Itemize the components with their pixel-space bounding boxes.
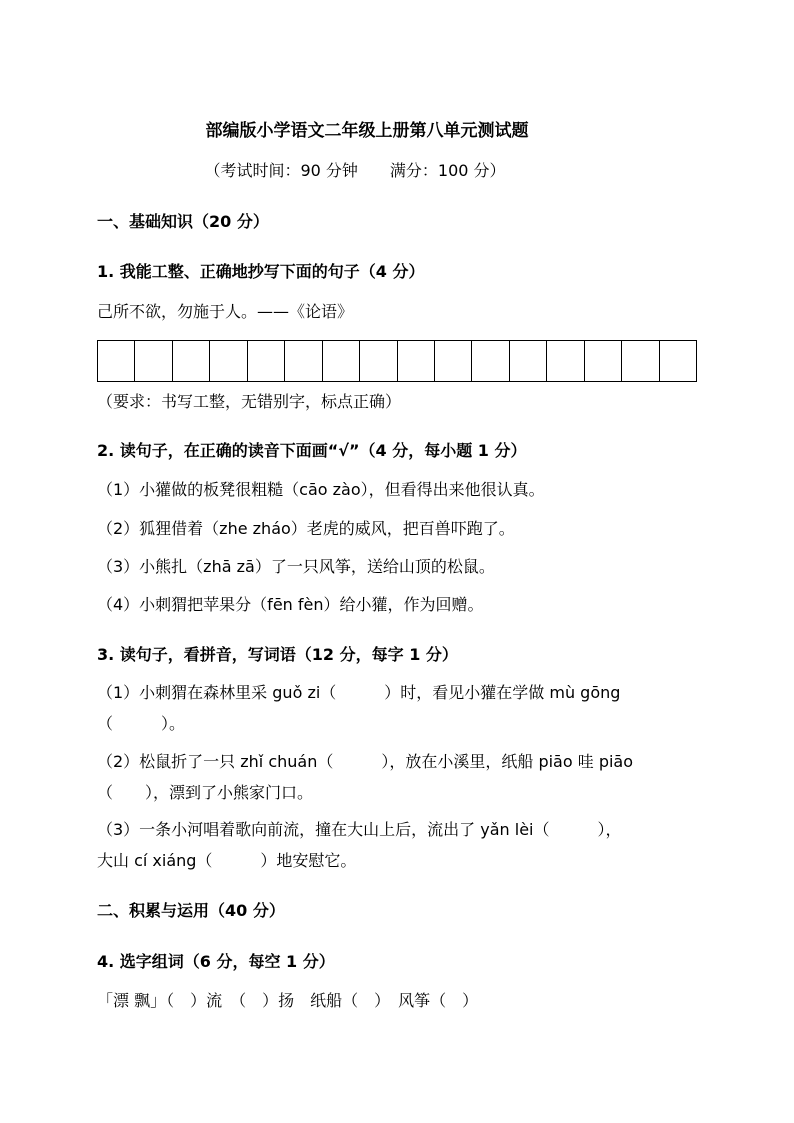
question-2-item-4: （4）小刺猬把苹果分（fēn fèn）给小獾，作为回赠。 <box>97 595 484 614</box>
question-3-line-5: （3）一条小河唱着歌向前流，撞在大山上后，流出了 yǎn lèi（ ）， <box>97 820 622 839</box>
writing-cell[interactable] <box>360 341 397 381</box>
question-2-item-3: （3）小熊扎（zhā zā）了一只风筝，送给山顶的松鼠。 <box>97 557 495 576</box>
document-title: 部编版小学语文二年级上册第八单元测试题 <box>205 121 529 141</box>
question-1-heading: 1. 我能工整、正确地抄写下面的句子（4 分） <box>97 262 425 281</box>
question-3-line-3: （2）松鼠折了一只 zhǐ chuán（ ），放在小溪里，纸船 piāo 哇 piāo <box>97 752 634 771</box>
writing-cell[interactable] <box>398 341 435 381</box>
writing-cell[interactable] <box>660 341 696 381</box>
writing-cell[interactable] <box>135 341 172 381</box>
question-3-line-1: （1）小刺猬在森林里采 guǒ zi（ ）时，看见小獾在学做 mù gōng <box>97 683 621 702</box>
copy-writing-grid <box>97 340 697 382</box>
writing-cell[interactable] <box>547 341 584 381</box>
section-2-heading: 二、积累与运用（40 分） <box>97 901 285 920</box>
question-2-heading: 2. 读句子，在正确的读音下面画“√”（4 分，每小题 1 分） <box>97 441 527 460</box>
writing-cell[interactable] <box>323 341 360 381</box>
writing-cell[interactable] <box>173 341 210 381</box>
document-subtitle: （考试时间：90 分钟 满分：100 分） <box>204 161 506 180</box>
writing-cell[interactable] <box>98 341 135 381</box>
question-2-item-1: （1）小獾做的板凳很粗糙（cāo zào），但看得出来他很认真。 <box>97 480 545 499</box>
question-4-heading: 4. 选字组词（6 分，每空 1 分） <box>97 952 335 971</box>
question-4-line: 「漂 飘」（ ）流 （ ）扬 纸船（ ） 风筝（ ） <box>97 991 479 1010</box>
question-3-line-6: 大山 cí xiáng（ ）地安慰它。 <box>97 851 357 870</box>
writing-cell[interactable] <box>472 341 509 381</box>
writing-cell[interactable] <box>622 341 659 381</box>
section-1-heading: 一、基础知识（20 分） <box>97 212 269 231</box>
question-3-line-2: （ ）。 <box>97 714 186 733</box>
question-1-sentence: 己所不欲，勿施于人。——《论语》 <box>97 302 354 321</box>
writing-cell[interactable] <box>585 341 622 381</box>
writing-cell[interactable] <box>248 341 285 381</box>
question-2-item-2: （2）狐狸借着（zhe zháo）老虎的威风，把百兽吓跑了。 <box>97 519 515 538</box>
writing-cell[interactable] <box>210 341 247 381</box>
question-3-heading: 3. 读句子，看拼音，写词语（12 分，每字 1 分） <box>97 645 458 664</box>
question-1-requirement: （要求：书写工整，无错别字，标点正确） <box>97 392 402 411</box>
writing-cell[interactable] <box>285 341 322 381</box>
writing-cell[interactable] <box>435 341 472 381</box>
writing-cell[interactable] <box>510 341 547 381</box>
question-3-line-4: （ ），漂到了小熊家门口。 <box>97 783 314 802</box>
